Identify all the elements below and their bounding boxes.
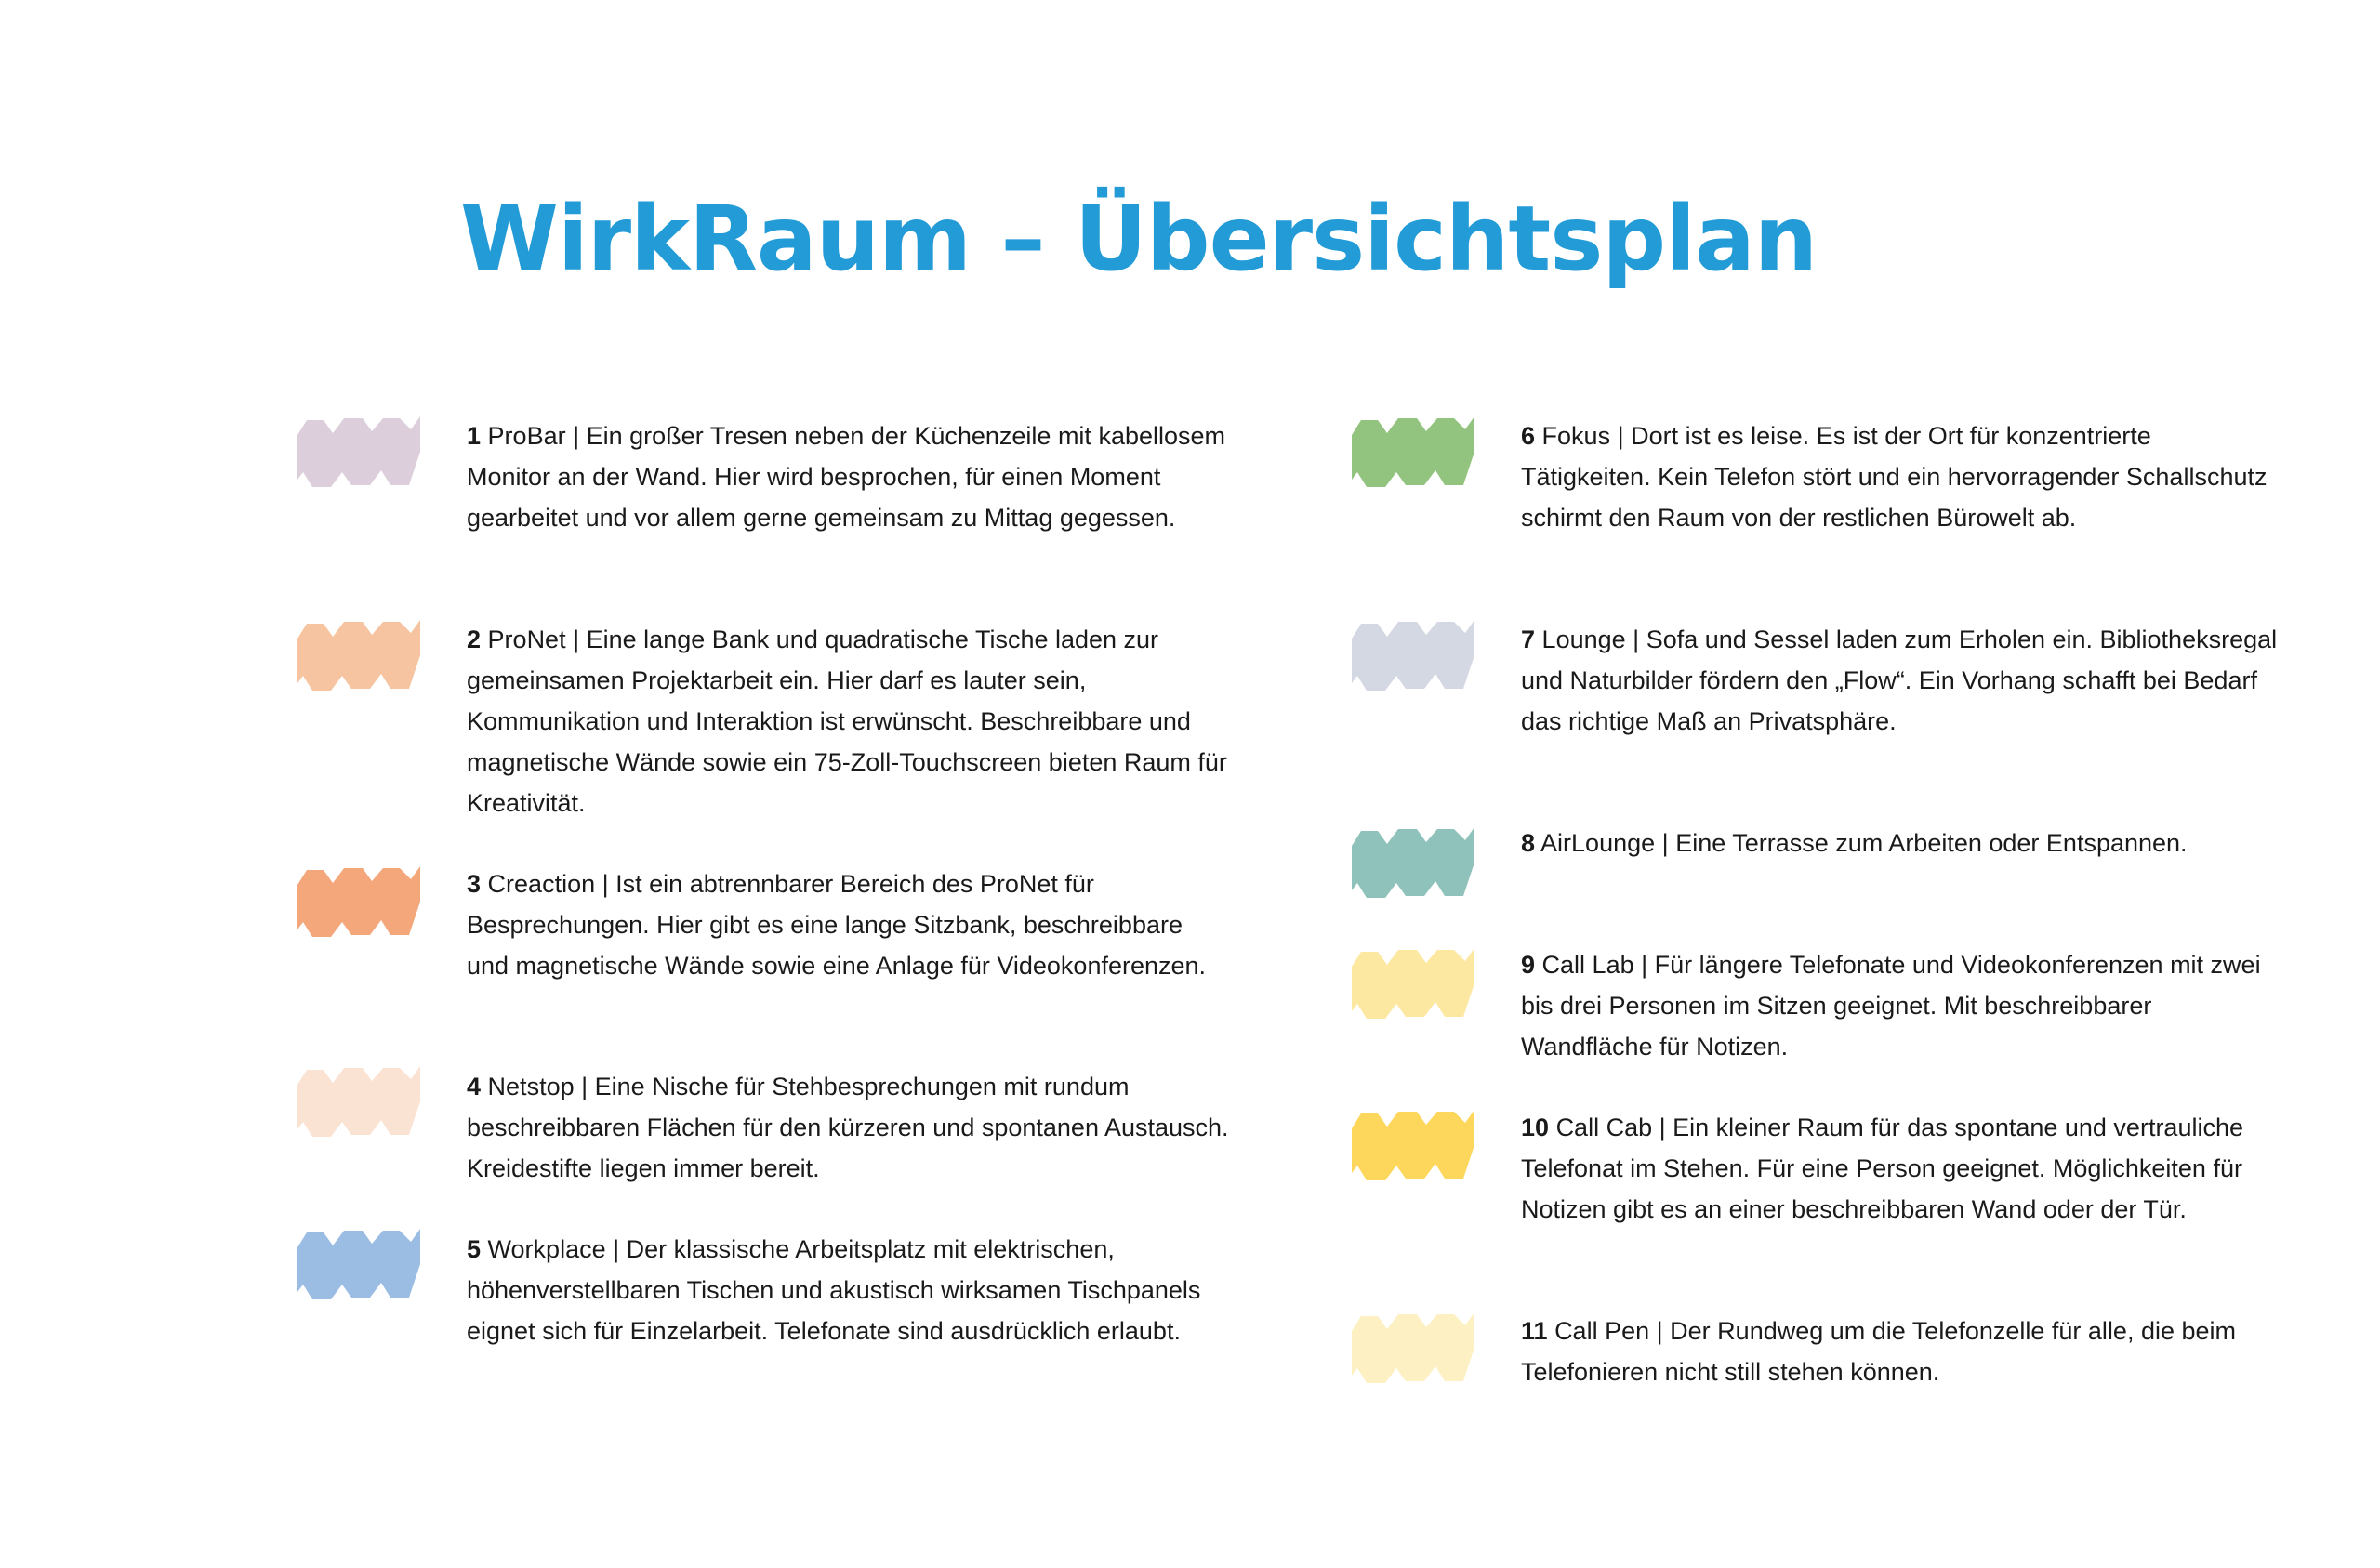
legend-description-6 bbox=[1521, 415, 2283, 538]
room-number: 1 bbox=[467, 422, 482, 450]
room-number: 11 bbox=[1521, 1317, 1548, 1345]
separator: | bbox=[581, 1073, 588, 1100]
room-number: 6 bbox=[1521, 422, 1536, 450]
room-name: Lounge bbox=[1541, 626, 1626, 653]
room-description: Sofa und Sessel laden zum Erholen ein. Bibliotheksregal und Naturbilder fördern den „Flow“. Ein Vorhang schafft bei Bedarf das richtige Maß an Privatsphäre. bbox=[1521, 626, 2278, 735]
room-number: 8 bbox=[1521, 829, 1536, 857]
separator: | bbox=[573, 422, 580, 450]
color-swatch-7 bbox=[1350, 618, 1476, 692]
room-name: Fokus bbox=[1541, 422, 1611, 450]
separator: | bbox=[1659, 1113, 1666, 1141]
room-number: 10 bbox=[1521, 1113, 1550, 1141]
color-swatch-6 bbox=[1350, 415, 1476, 489]
room-name: Call Pen bbox=[1554, 1317, 1650, 1345]
legend-description-11 bbox=[1521, 1311, 2283, 1392]
separator: | bbox=[1617, 422, 1624, 450]
separator: | bbox=[1641, 951, 1648, 979]
color-swatch-10 bbox=[1350, 1108, 1476, 1182]
legend-description-3 bbox=[467, 863, 1229, 986]
room-name: Netstop bbox=[487, 1073, 575, 1100]
room-number: 3 bbox=[467, 870, 482, 898]
color-swatch-9 bbox=[1350, 946, 1476, 1021]
legend-description-2 bbox=[467, 619, 1229, 824]
room-description: Der Rundweg um die Telefonzelle für alle, die beim Telefonieren nicht still stehen können. bbox=[1521, 1317, 2237, 1386]
separator: | bbox=[1656, 1317, 1663, 1345]
color-swatch-5 bbox=[296, 1227, 422, 1301]
room-description: Der klassische Arbeitsplatz mit elektrischen, höhenverstellbaren Tischen und akustisch wirksamen Tischpanels eignet sich für Einzelarbeit. Telefonate sind ausdrücklich erlaubt. bbox=[467, 1235, 1201, 1345]
room-description: Eine Terrasse zum Arbeiten oder Entspannen. bbox=[1675, 829, 2188, 857]
room-number: 2 bbox=[467, 626, 482, 653]
legend-description-10 bbox=[1521, 1107, 2283, 1230]
room-name: Call Cab bbox=[1555, 1113, 1653, 1141]
room-description: Eine Nische für Stehbesprechungen mit rundum beschreibbaren Flächen für den kürzeren und spontanen Austausch. Kreidestifte liegen immer bereit. bbox=[467, 1073, 1229, 1182]
page-title: WirkRaum – Übersichtsplan bbox=[460, 187, 1818, 291]
room-name: Workplace bbox=[487, 1235, 606, 1263]
color-swatch-3 bbox=[296, 864, 422, 939]
legend-description-1 bbox=[467, 415, 1229, 538]
separator: | bbox=[1633, 626, 1640, 653]
room-number: 7 bbox=[1521, 626, 1536, 653]
room-description: Dort ist es leise. Es ist der Ort für konzentrierte Tätigkeiten. Kein Telefon stört und ein hervorragender Schallschutz schirmt den Raum von der restlichen Bürowelt ab. bbox=[1521, 422, 2268, 532]
room-description: Eine lange Bank und quadratische Tische laden zur gemeinsamen Projektarbeit ein. Hier darf es lauter sein, Kommunikation und Interaktion ist erwünscht. Beschreibbare und magnetische Wände sowie ein 75-Zoll-Touchscreen bieten Raum für Kreativität. bbox=[467, 626, 1227, 817]
room-name: AirLounge bbox=[1540, 829, 1656, 857]
room-number: 9 bbox=[1521, 951, 1536, 979]
room-description: Ein kleiner Raum für das spontane und vertrauliche Telefonat im Stehen. Für eine Person geeignet. Möglichkeiten für Notizen gibt es an einer beschreibbaren Wand oder der Tür. bbox=[1521, 1113, 2243, 1223]
color-swatch-8 bbox=[1350, 825, 1476, 900]
legend-description-8 bbox=[1521, 823, 2283, 863]
separator: | bbox=[602, 870, 609, 898]
room-description: Ein großer Tresen neben der Küchenzeile mit kabellosem Monitor an der Wand. Hier wird besprochen, für einen Moment gearbeitet und vor allem gerne gemeinsam zu Mittag gegessen. bbox=[467, 422, 1226, 532]
color-swatch-11 bbox=[1350, 1311, 1476, 1385]
room-description: Ist ein abtrennbarer Bereich des ProNet für Besprechungen. Hier gibt es eine lange Sitzbank, beschreibbare und magnetische Wände sowie eine Anlage für Videokonferenzen. bbox=[467, 870, 1207, 980]
legend-description-9 bbox=[1521, 944, 2283, 1067]
color-swatch-2 bbox=[296, 618, 422, 692]
room-name: ProNet bbox=[487, 626, 566, 653]
room-name: ProBar bbox=[487, 422, 566, 450]
separator: | bbox=[1661, 829, 1669, 857]
color-swatch-4 bbox=[296, 1064, 422, 1139]
room-name: Call Lab bbox=[1541, 951, 1634, 979]
separator: | bbox=[613, 1235, 620, 1263]
room-number: 5 bbox=[467, 1235, 482, 1263]
legend-description-4 bbox=[467, 1066, 1229, 1189]
room-description: Für längere Telefonate und Videokonferenzen mit zwei bis drei Personen im Sitzen geeignet. Mit beschreibbarer Wandfläche für Notizen. bbox=[1521, 951, 2261, 1061]
legend-description-7 bbox=[1521, 619, 2283, 742]
room-name: Creaction bbox=[487, 870, 596, 898]
separator: | bbox=[573, 626, 580, 653]
legend-description-5 bbox=[467, 1229, 1229, 1351]
room-number: 4 bbox=[467, 1073, 482, 1100]
color-swatch-1 bbox=[296, 415, 422, 489]
